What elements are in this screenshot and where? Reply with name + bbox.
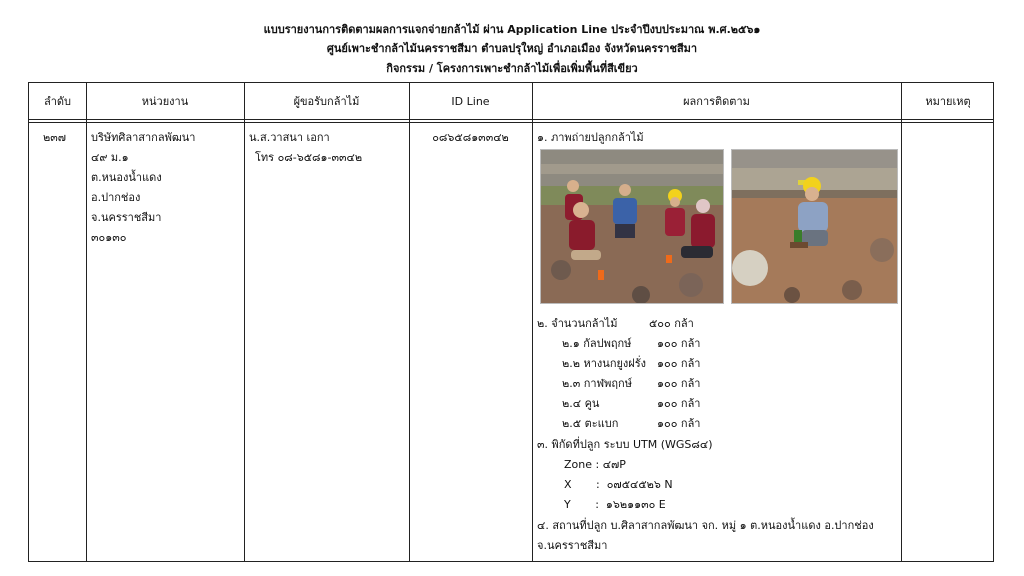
col-header-no: ลำดับ (43, 95, 72, 108)
agency-line: ๓๐๑๓๐ (91, 231, 127, 244)
seedling-row (562, 394, 762, 414)
seedling-row (562, 354, 762, 374)
seedling-name: ๒.๓ กาฬพฤกษ์ (562, 377, 632, 390)
recipient-name: น.ส.วาสนา เอกา (249, 131, 330, 144)
line-id-value: ๐๘๖๕๘๑๓๓๔๒ (432, 131, 509, 144)
report-table (28, 82, 994, 562)
quantity-total: ๕๐๐ กล้า (648, 317, 694, 330)
location-line: ๔. สถานที่ปลูก บ.ศิลาสากลพัฒนา จก. หมู่ ๑ ต.หนองน้ำแดง อ.ปากช่อง (537, 519, 874, 532)
seedling-qty: ๑๐๐ กล้า (657, 397, 701, 410)
utm-x: X : ๐๗๕๔๕๒๖ N (564, 478, 673, 491)
seedling-qty: ๑๐๐ กล้า (657, 377, 701, 390)
seedling-list (562, 334, 762, 434)
report-subtitle-activity: กิจกรรม / โครงการเพาะชำกล้าไม้เพื่อเพิ่มพื้นที่สีเขียว (386, 62, 638, 75)
seedling-qty: ๑๐๐ กล้า (657, 417, 701, 430)
seedling-name: ๒.๕ ตะแบก (562, 417, 619, 430)
quantity-label: ๒. จำนวนกล้าไม้ (537, 317, 618, 330)
result-item-quantity (537, 314, 694, 334)
col-header-remark: หมายเหตุ (925, 95, 971, 108)
agency-line: ๔๙ ม.๑ (91, 151, 129, 164)
report-title: แบบรายงานการติดตามผลการแจกจ่ายกล้าไม้ ผ่าน Application Line ประจำปีงบประมาณ พ.ศ.๒๕๖๑ (263, 23, 761, 36)
row-number: ๒๓๗ (43, 131, 67, 144)
recipient-cell (249, 128, 407, 168)
planting-photo-group (540, 149, 724, 304)
recipient-phone: โทร ๐๘-๖๕๘๑-๓๓๔๒ (255, 151, 363, 164)
agency-line: บริษัทศิลาสากลพัฒนา (91, 131, 196, 144)
result-item-coordinates: ๓. พิกัดที่ปลูก ระบบ UTM (WGS๘๔) (537, 438, 713, 451)
seedling-row (562, 374, 762, 394)
col-header-result: ผลการติดตาม (683, 95, 750, 108)
seedling-name: ๒.๔ คูน (562, 397, 600, 410)
agency-line: จ.นครราชสีมา (91, 211, 162, 224)
utm-zone: Zone : ๔๗P (564, 458, 626, 471)
utm-y: Y : ๑๖๒๑๑๓๐ E (564, 498, 666, 511)
seedling-row (562, 334, 762, 354)
result-item-photo: ๑. ภาพถ่ายปลูกกล้าไม้ (537, 131, 644, 144)
location-line: จ.นครราชสีมา (537, 539, 608, 552)
planting-photo-single (731, 149, 898, 304)
col-header-recipient: ผู้ขอรับกล้าไม้ (293, 95, 360, 108)
seedling-qty: ๑๐๐ กล้า (657, 357, 701, 370)
agency-line: ต.หนองน้ำแดง (91, 171, 162, 184)
seedling-row (562, 414, 762, 434)
agency-line: อ.ปากช่อง (91, 191, 141, 204)
seedling-name: ๒.๒ หางนกยูงฝรั่ง (562, 357, 647, 370)
agency-cell (91, 128, 241, 248)
seedling-qty: ๑๐๐ กล้า (657, 337, 701, 350)
result-item-location (537, 516, 899, 556)
report-subtitle-center: ศูนย์เพาะชำกล้าไม้นครราชสีมา ตำบลปรุใหญ่ อำเภอเมือง จังหวัดนครราชสีมา (326, 42, 698, 55)
seedling-name: ๒.๑ กัลปพฤกษ์ (562, 337, 632, 350)
col-header-line-id: ID Line (451, 94, 490, 108)
col-header-agency: หน่วยงาน (141, 95, 189, 108)
